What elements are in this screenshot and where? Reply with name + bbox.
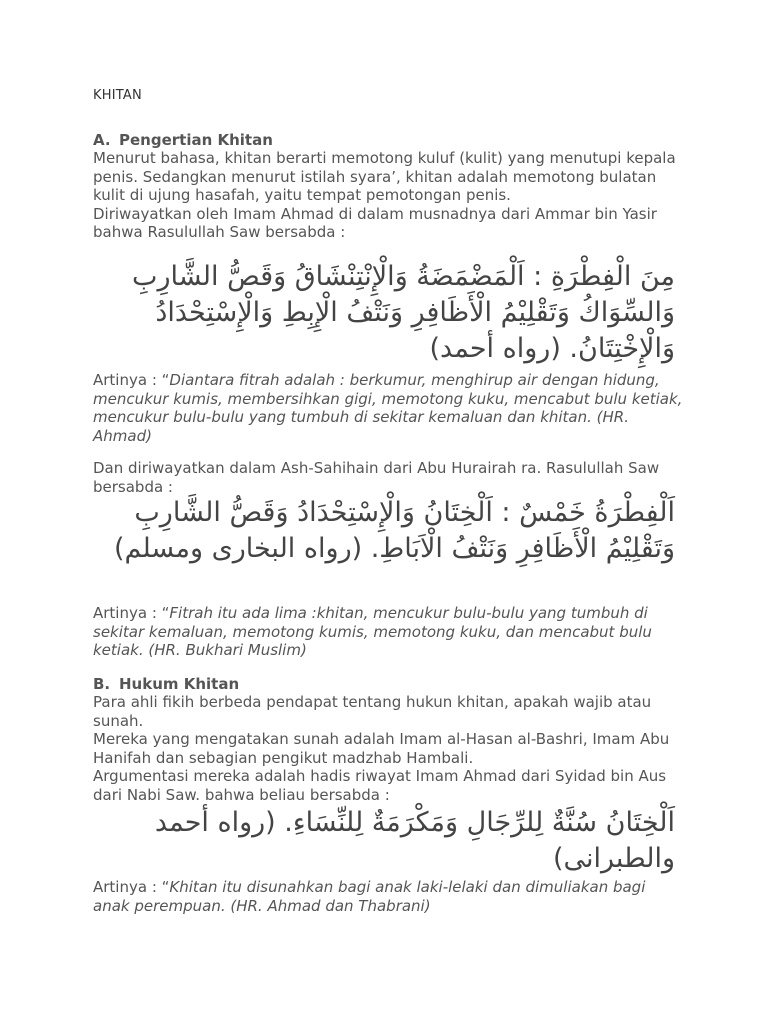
translation-prefix: Artinya : “: [93, 878, 170, 896]
paragraph: Menurut bahasa, khitan berarti memotong kuluf (kulit) yang menutupi kepala penis. Sedangkan menurut istilah syara’, khitan adalah memotong bulatan kulit di ujung hasafah, yaitu tempat pemotongan penis.: [93, 149, 676, 204]
section-heading-text: Pengertian Khitan: [119, 131, 273, 149]
hadith-2-block: [93, 495, 683, 567]
translation-text: Diantara fitrah adalah : berkumur, menghirup air dengan hidung, mencukur kumis, membersihkan gigi, memotong kuku, mencabut bulu ketiak, mencukur bulu-bulu yang tumbuh di sekitar kemaluan dan khitan. (HR. Ahmad): [93, 371, 683, 445]
hadith-3-block: [93, 805, 683, 877]
section-heading-text: Hukum Khitan: [119, 675, 240, 693]
paragraph: Diriwayatkan oleh Imam Ahmad di dalam musnadnya dari Ammar bin Yasir bahwa Rasulullah Saw bersabda :: [93, 204, 657, 241]
hadith-translation: [93, 604, 683, 660]
hadith-2-translation-block: [93, 604, 683, 660]
section-heading: [93, 675, 683, 693]
hadith-translation: [93, 878, 683, 915]
section-pengertian-khitan: [93, 131, 683, 242]
paragraph: Argumentasi mereka adalah hadis riwayat Imam Ahmad dari Syidad bin Aus dari Nabi Saw. bahwa beliau bersabda :: [93, 767, 667, 804]
section-hukum-khitan: [93, 675, 683, 804]
hadith-arabic-text: اَلْخِتَانُ سُنَّةٌ لِلرِّجَالِ وَمَكْرَمَةٌ لِلنِّسَاءِ. (رواه أحمد والطبرانى): [154, 807, 675, 874]
section-heading: [93, 131, 683, 149]
paragraph: Para ahli fikih berbeda pendapat tentang hukun khitan, apakah wajib atau sunah.: [93, 693, 652, 730]
paragraph: Dan diriwayatkan dalam Ash-Sahihain dari Abu Hurairah ra. Rasulullah Saw bersabda :: [93, 459, 660, 496]
translation-prefix: Artinya : “: [93, 371, 170, 389]
section-number: B.: [93, 675, 111, 693]
hadith-translation: [93, 371, 683, 445]
hadith-1-block: [93, 259, 683, 367]
translation-prefix: Artinya : “: [93, 604, 170, 622]
hadith-3-translation-block: [93, 878, 683, 915]
hadith-arabic-text: مِنَ الْفِطْرَةِ : اَلْمَضْمَضَةُ وَالْإِنْتِنْشَاقُ وَقَصُّ الشَّارِبِ وَالسِّوَاكُ وَتَقْلِيْمُ الْأَظَافِرِ وَنَتْفُ الْإِبِطِ وَالْإِسْتِحْدَادُ وَالْإِخْتِتَانُ. (رواه أحمد): [132, 261, 675, 364]
section-number: A.: [93, 131, 111, 149]
document-title: KHITAN: [93, 88, 142, 103]
hadith-arabic-text: اَلْفِطْرَةُ خَمْسٌ : اَلْخِتَانُ وَالْإِسْتِحْدَادُ وَقَصُّ الشَّارِبِ وَتَقْلِيْمُ الْأَظَافِرِ وَنَتْفُ الْاَبَاطِ. (رواه البخارى ومسلم): [113, 497, 675, 564]
translation-text: Khitan itu disunahkan bagi anak laki-lelaki dan dimuliakan bagi anak perempuan. (HR. Ahmad dan Thabrani): [93, 878, 646, 915]
paragraph-ash-sahihain: [93, 459, 683, 496]
paragraph: Mereka yang mengatakan sunah adalah Imam al-Hasan al-Bashri, Imam Abu Hanifah dan sebagian pengikut madzhab Hambali.: [93, 730, 670, 767]
hadith-1-translation-block: [93, 371, 683, 445]
translation-text: Fitrah itu ada lima :khitan, mencukur bulu-bulu yang tumbuh di sekitar kemaluan, memotong kumis, memotong kuku, dan mencabut bulu ketiak. (HR. Bukhari Muslim): [93, 604, 652, 659]
